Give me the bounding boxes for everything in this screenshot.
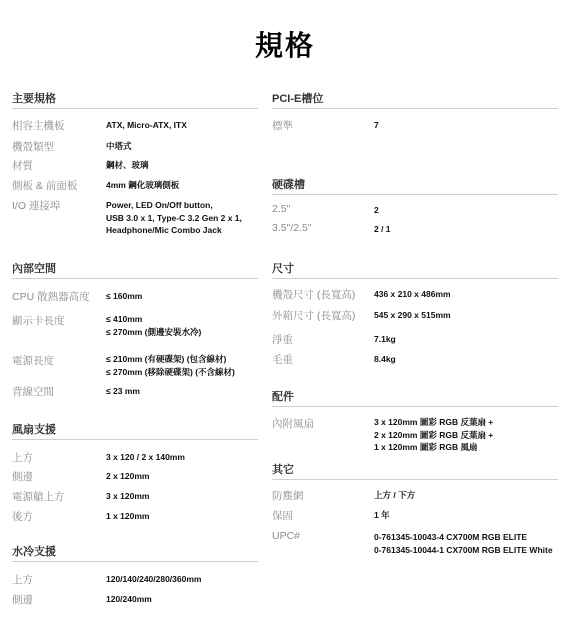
- spec-value: 7.1kg: [374, 334, 396, 344]
- spec-value-line: 1 x 120mm 圖彩 RGB 風扇: [374, 442, 478, 452]
- spec-value: 2 x 120mm: [106, 471, 150, 481]
- spec-value: ATX, Micro-ATX, ITX: [106, 120, 187, 130]
- spec-label: CPU 散熱器高度: [12, 291, 90, 303]
- spec-value-line: ≤ 410mm: [106, 314, 143, 324]
- spec-label: 電源長度: [12, 355, 54, 367]
- spec-label: 機殼類型: [12, 141, 54, 153]
- spec-label: 電源艙上方: [12, 491, 65, 503]
- spec-value: [106, 353, 235, 378]
- section-heading-liquid-support: 水冷支援: [12, 546, 56, 558]
- page-title: 規格: [254, 30, 315, 61]
- section-heading-main-specs: 主要規格: [12, 93, 56, 105]
- divider: [272, 479, 558, 480]
- spec-value: [374, 416, 493, 454]
- spec-label: 毛重: [272, 354, 293, 366]
- spec-value-line: Power, LED On/Off button,: [106, 200, 213, 210]
- spec-value: 3 x 120 / 2 x 140mm: [106, 452, 185, 462]
- spec-label: 側邊: [12, 471, 33, 483]
- spec-value: 4mm 鋼化玻璃側板: [106, 180, 180, 190]
- spec-value-line: 0-761345-10044-1 CX700M RGB ELITE White: [374, 544, 553, 555]
- spec-label: 側板 & 前面板: [12, 180, 78, 192]
- spec-value: [106, 199, 242, 237]
- spec-label: 標準: [272, 120, 293, 132]
- section-heading-fan-support: 風扇支援: [12, 424, 56, 436]
- spec-value: 436 x 210 x 486mm: [374, 289, 451, 299]
- spec-value: 8.4kg: [374, 354, 396, 364]
- spec-label: 材質: [12, 160, 33, 172]
- divider: [272, 194, 558, 195]
- section-heading-interior: 內部空間: [12, 263, 56, 275]
- section-heading-pcie: PCI-E槽位: [272, 93, 324, 105]
- spec-value: [106, 313, 201, 338]
- spec-value-line: 3 x 120mm 圖彩 RGB 反葉扇 +: [374, 417, 494, 427]
- spec-label: 內附風扇: [272, 418, 314, 430]
- spec-value-line: ≤ 270mm (移除硬碟架) (不含線材): [106, 366, 235, 377]
- divider: [12, 561, 258, 562]
- spec-value: 7: [374, 120, 379, 130]
- spec-label: 外箱尺寸 (長寬高): [272, 310, 356, 322]
- spec-value-line: USB 3.0 x 1, Type-C 3.2 Gen 2 x 1,: [106, 212, 242, 223]
- divider: [12, 439, 258, 440]
- divider: [12, 108, 258, 109]
- spec-label: 機殼尺寸 (長寬高): [272, 289, 356, 301]
- spec-value: 鋼材、玻璃: [106, 160, 149, 170]
- spec-value: 1 年: [374, 510, 390, 520]
- spec-value: 120/240mm: [106, 594, 152, 604]
- spec-value: ≤ 160mm: [106, 291, 143, 301]
- divider: [272, 406, 558, 407]
- spec-value: ≤ 23 mm: [106, 386, 140, 396]
- spec-label: 側邊: [12, 594, 33, 606]
- spec-value: 2: [374, 205, 379, 215]
- spec-label: I/O 連接埠: [12, 200, 61, 212]
- spec-value-line: 0-761345-10043-4 CX700M RGB ELITE: [374, 532, 528, 542]
- spec-label: 上方: [12, 452, 33, 464]
- divider: [272, 278, 558, 279]
- spec-label: UPC#: [272, 530, 301, 542]
- spec-value-line: 2 x 120mm 圖彩 RGB 反葉扇 +: [374, 429, 494, 440]
- spec-label: 保固: [272, 510, 293, 522]
- spec-label: 顯示卡長度: [12, 315, 65, 327]
- spec-value: 中塔式: [106, 141, 132, 151]
- section-heading-accessories: 配件: [272, 391, 294, 403]
- spec-label: 防塵網: [272, 490, 304, 502]
- spec-label: 3.5"/2.5": [272, 222, 312, 234]
- spec-value: 120/140/240/280/360mm: [106, 574, 202, 584]
- spec-label: 2.5": [272, 203, 291, 215]
- divider: [272, 108, 558, 109]
- spec-value: 545 x 290 x 515mm: [374, 310, 451, 320]
- spec-value: 2 / 1: [374, 224, 391, 234]
- spec-value: [374, 531, 553, 556]
- spec-value: 3 x 120mm: [106, 491, 150, 501]
- spec-label: 上方: [12, 574, 33, 586]
- spec-value-line: Headphone/Mic Combo Jack: [106, 225, 222, 235]
- spec-value: 上方 / 下方: [374, 490, 416, 500]
- section-heading-dimensions: 尺寸: [272, 263, 294, 275]
- spec-label: 後方: [12, 511, 33, 523]
- spec-value: 1 x 120mm: [106, 511, 150, 521]
- spec-value-line: ≤ 270mm (側邊安裝水冷): [106, 326, 202, 337]
- spec-label: 淨重: [272, 334, 293, 346]
- spec-value-line: ≤ 210mm (有硬碟架) (包含線材): [106, 354, 227, 364]
- section-heading-other: 其它: [272, 464, 294, 476]
- spec-label: 相容主機板: [12, 120, 65, 132]
- section-heading-drives: 硬碟槽: [272, 179, 305, 191]
- divider: [12, 278, 258, 279]
- spec-label: 背線空間: [12, 386, 54, 398]
